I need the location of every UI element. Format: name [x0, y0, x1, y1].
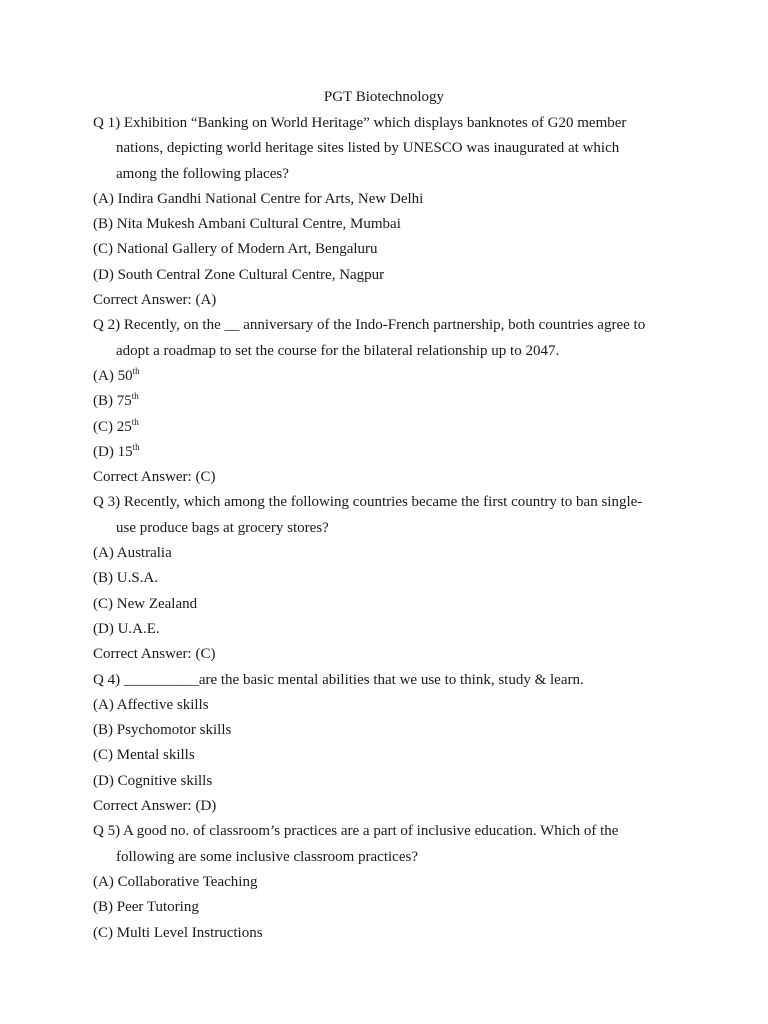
answer-option — [93, 263, 683, 288]
answer-option — [93, 415, 683, 440]
question-text: Q 2) Recently, on the __ anniversary of the Indo-French partnership, both countries agree to — [93, 317, 646, 334]
option-text: (C) New Zealand — [93, 595, 198, 612]
answer-option — [93, 743, 683, 768]
question-block — [93, 313, 683, 490]
question-block — [93, 111, 683, 313]
option-text: (C) 25 — [93, 418, 132, 435]
answer-option — [93, 921, 683, 946]
option-text: (C) National Gallery of Modern Art, Bengaluru — [93, 241, 378, 258]
correct-answer: Correct Answer: (C) — [93, 469, 216, 486]
answer-option — [93, 389, 683, 414]
option-text: (C) Mental skills — [93, 747, 195, 764]
answer-option — [93, 769, 683, 794]
option-text: (A) Indira Gandhi National Centre for Arts, New Delhi — [93, 190, 424, 207]
question-text-continued: nations, depicting world heritage sites listed by UNESCO was inaugurated at which — [116, 140, 620, 157]
correct-answer: Correct Answer: (A) — [93, 292, 217, 309]
answer-option — [93, 440, 683, 465]
answer-option — [93, 237, 683, 262]
answer-option — [93, 870, 683, 895]
answer-option — [93, 693, 683, 718]
option-text: (C) Multi Level Instructions — [93, 924, 263, 941]
option-text: (B) Psychomotor skills — [93, 722, 232, 739]
question-text: Q 3) Recently, which among the following countries became the first country to ban single- — [93, 494, 643, 511]
answer-option — [93, 566, 683, 591]
option-text: (B) Nita Mukesh Ambani Cultural Centre, Mumbai — [93, 216, 401, 233]
option-text: (D) Cognitive skills — [93, 772, 213, 789]
option-text: (B) 75 — [93, 393, 132, 410]
question-text: Q 4) __________are the basic mental abilities that we use to think, study & learn. — [93, 671, 584, 688]
answer-option — [93, 187, 683, 212]
answer-option — [93, 212, 683, 237]
answer-option — [93, 541, 683, 566]
option-text: (D) U.A.E. — [93, 620, 160, 637]
answer-option — [93, 895, 683, 920]
question-text: Q 1) Exhibition “Banking on World Heritage” which displays banknotes of G20 member — [93, 115, 627, 131]
question-text: Q 5) A good no. of classroom’s practices are a part of inclusive education. Which of the — [93, 823, 619, 840]
answer-option — [93, 592, 683, 617]
option-text: (B) Peer Tutoring — [93, 899, 199, 916]
question-text-continued: following are some inclusive classroom practices? — [116, 848, 418, 865]
option-text: (B) U.S.A. — [93, 570, 159, 587]
option-text: (D) South Central Zone Cultural Centre, Nagpur — [93, 266, 385, 283]
ordinal-suffix: th — [131, 391, 139, 402]
question-text-continued: use produce bags at grocery stores? — [116, 519, 329, 536]
question-list — [93, 111, 683, 946]
answer-option — [93, 364, 683, 389]
ordinal-suffix: th — [131, 416, 139, 427]
question-text-continued: among the following places? — [116, 165, 289, 182]
option-text: (A) Australia — [93, 545, 172, 562]
question-block — [93, 490, 683, 667]
answer-option — [93, 718, 683, 743]
question-text-continued: adopt a roadmap to set the course for the bilateral relationship up to 2047. — [116, 342, 560, 359]
option-text: (A) 50 — [93, 367, 133, 384]
correct-answer: Correct Answer: (D) — [93, 798, 217, 815]
question-block — [93, 668, 683, 820]
ordinal-suffix: th — [132, 441, 140, 452]
correct-answer: Correct Answer: (C) — [93, 646, 216, 663]
question-block — [93, 819, 683, 945]
ordinal-suffix: th — [132, 365, 140, 376]
option-text: (A) Affective skills — [93, 696, 209, 713]
page-title: PGT Biotechnology — [323, 89, 445, 105]
answer-option — [93, 617, 683, 642]
option-text: (A) Collaborative Teaching — [93, 873, 258, 890]
option-text: (D) 15 — [93, 443, 133, 460]
